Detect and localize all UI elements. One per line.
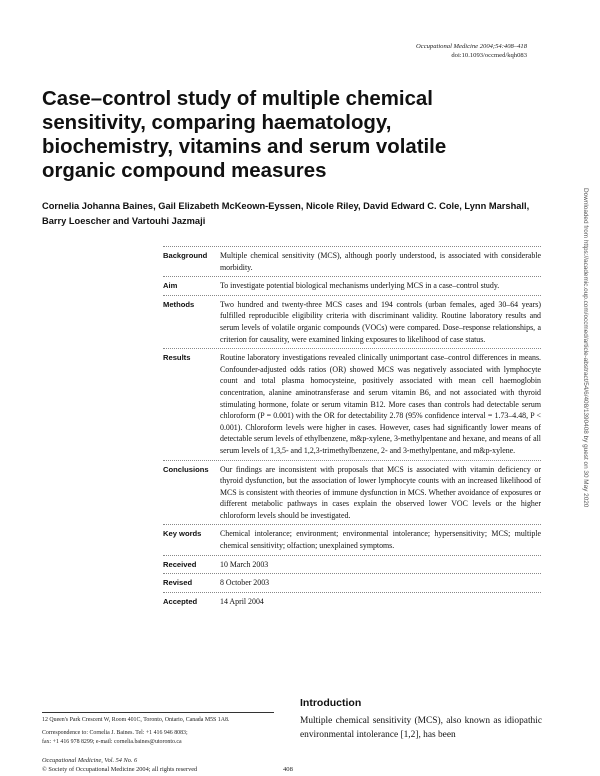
journal-reference: Occupational Medicine 2004;54:408–418	[416, 43, 527, 50]
abstract-label: Accepted	[163, 596, 198, 606]
abstract-label: Results	[163, 353, 191, 363]
correspondence-contact: fax: +1 416 978 8299; e-mail: cornelia.baines@utoronto.ca	[42, 738, 182, 745]
page-number: 408	[283, 766, 293, 773]
footer-journal: Occupational Medicine, Vol. 54 No. 6	[42, 757, 138, 764]
abstract-row-conclusions	[163, 460, 541, 525]
abstract-row-background	[163, 246, 541, 276]
abstract-row-received	[163, 555, 541, 574]
abstract-text: 14 April 2004	[220, 596, 264, 606]
footer-copyright: © Society of Occupational Medicine 2004; all rights reserved	[42, 765, 198, 773]
correspondence-line: Correspondence to: Cornelia J. Baines. Tel: +1 416 946 8083;	[42, 729, 188, 736]
abstract-row-keywords	[163, 524, 541, 554]
author-address: 12 Queen's Park Crescent W, Room 401C, Toronto, Ontario, Canada M5S 1A8.	[42, 717, 230, 723]
abstract-label: Methods	[163, 299, 195, 309]
abstract-row-aim	[163, 276, 541, 295]
abstract-text: 10 March 2003	[220, 559, 269, 569]
download-notice: Downloaded from https://academic.oup.com/occmed/article-abstract/54/6/408/1390408 by guest on 30 May 2020	[582, 188, 589, 508]
footnote	[42, 716, 282, 746]
page-footer	[42, 757, 197, 774]
abstract-label: Conclusions	[163, 464, 209, 474]
introduction-text: Multiple chemical sensitivity (MCS), also known as idiopathic environmental intolerance [1,2], has been	[300, 716, 542, 740]
abstract-row-accepted	[163, 592, 541, 611]
abstract-text: Multiple chemical sensitivity (MCS), although poorly understood, is associated with considerable morbidity.	[220, 251, 541, 272]
running-header	[416, 42, 527, 60]
abstract-text: Two hundred and twenty-three MCS cases and 194 controls (urban females, aged 30–64 years) fulfilled reproducible eligibility criteria with discriminant validity. Routine laboratory results and serum levels of volatile organic compounds (VOCs) were compared. Dose–response relationships, a criterion for causality, were examined linking exposures to likelihood of case status.	[220, 299, 541, 344]
abstract-row-revised	[163, 573, 541, 592]
section-heading-introduction: Introduction	[300, 697, 362, 709]
structured-abstract	[163, 246, 541, 610]
article-title: Case–control study of multiple chemical sensitivity, comparing haematology, biochemistry, vitamins and serum volatile organic compound measures	[42, 88, 447, 182]
abstract-text: Chemical intolerance; environment; environmental intolerance; hypersensitivity; MCS; multiple chemical sensitivity; olfaction; unexplained symptoms.	[220, 529, 541, 551]
abstract-label: Background	[163, 251, 208, 260]
abstract-text: To investigate potential biological mechanisms underlying MCS in a case–control study.	[220, 281, 500, 291]
abstract-row-methods	[163, 295, 541, 348]
abstract-text: Our findings are inconsistent with proposals that MCS is associated with vitamin deficiency or thyroid dysfunction, but the association of lower lymphocyte counts with an increased likelihood of MCS is consistent with theories of immune dysfunction in MCS. Whether avoidance of exposures or different metabolic pathways in cases explain the observed lower VOC levels or the higher chloroform levels should be investigated.	[220, 464, 541, 520]
abstract-row-results	[163, 348, 541, 459]
doi: doi:10.1093/occmed/kqh083	[451, 52, 527, 59]
download-watermark	[580, 188, 592, 758]
footnote-divider	[42, 712, 274, 713]
author-list: Cornelia Johanna Baines, Gail Elizabeth McKeown-Eyssen, Nicole Riley, David Edward C. Cole, Lynn Marshall, Barry Loescher and Vartouhi Jazmaji	[42, 201, 530, 226]
abstract-label: Key words	[163, 529, 202, 539]
abstract-text: 8 October 2003	[220, 578, 270, 588]
abstract-label: Aim	[163, 281, 178, 291]
abstract-label: Revised	[163, 578, 193, 588]
abstract-text: Routine laboratory investigations revealed clinically unimportant case–control differences in means. Confounder-adjusted odds ratios (OR) showed MCS was negatively associated with lymphocyte count and total plasma homocysteine, positively associated with mean cell haemoglobin concentration, alanine aminotransferase and serum vitamin B6, and not associated with thyroid stimulating hormone, folate or serum vitamin B12. More cases than controls had detectable serum chloroform (P = 0.001) with the OR for detectability 2.78 (95% confidence interval = 1.73–4.48, P < 0.001). Chloroform levels were higher in cases. However, cases had significantly lower means of detectable serum levels of ethylbenzene, m&p-xylene, 3-methylpentane and hexane, and means of all serum levels of 1,3,5- and 1,2,3-trimethylbenzene, 2- and 3-methylpentane, and m&p-xylene.	[220, 353, 541, 455]
abstract-label: Received	[163, 559, 197, 569]
